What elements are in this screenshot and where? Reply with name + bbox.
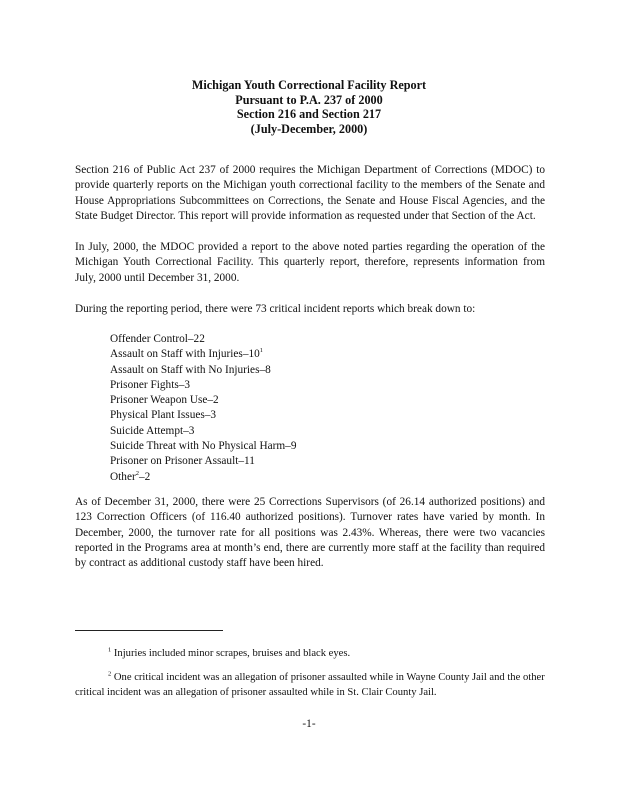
list-item: [110, 408, 296, 423]
incident-label: Suicide Attempt–3: [110, 424, 195, 437]
incident-summary-paragraph: During the reporting period, there were 73 critical incident reports which break down to:: [75, 303, 476, 315]
staffing-paragraph: As of December 31, 2000, there were 25 Corrections Supervisors (of 26.14 authorized positions) and 123 Correction Officers (of 116.40 authorized positions). Turnover rates have varied by month. In December, 2000, the turnover rate for all positions was 2.43%. Whereas, there were two vacancies reported in the Programs area at month’s end, there are currently more staff at the facility than required by contract as additional custody staff have been hired.: [75, 496, 545, 570]
incident-label: Physical Plant Issues–3: [110, 409, 217, 422]
incident-label: Suicide Threat with No Physical Harm–9: [110, 440, 297, 453]
footnote-divider: [75, 630, 223, 631]
incident-label: Prisoner Weapon Use–2: [110, 394, 219, 407]
footnote-mark: 1: [108, 646, 112, 654]
page-number: -1-: [302, 718, 316, 730]
incident-label: Assault on Staff with No Injuries–8: [110, 363, 271, 376]
list-item: [110, 378, 296, 393]
list-item: [110, 332, 296, 347]
footnote-ref: 1: [259, 347, 264, 355]
background-paragraph: In July, 2000, the MDOC provided a report to the above noted parties regarding the operation of the Michigan Youth Correctional Facility. This quarterly report, therefore, represents information from July, 2000 until December 31, 2000.: [75, 241, 545, 284]
intro-paragraph: Section 216 of Public Act 237 of 2000 requires the Michigan Department of Corrections (MDOC) to provide quarterly reports on the Michigan youth correctional facility to the members of the Senate and House Appropriations Subcommittees on Corrections, the Senate and House Fiscal Agencies, and the State Budget Director. This report will provide information as requested under that Section of the Act.: [75, 164, 545, 222]
footnote-2: [75, 671, 545, 700]
list-item: [110, 470, 296, 485]
list-item: [110, 439, 296, 454]
footnote-text: Injuries included minor scrapes, bruises and black eyes.: [113, 648, 351, 659]
title-line-3: Section 216 and Section 217: [236, 107, 382, 122]
footnote-text: One critical incident was an allegation of prisoner assaulted while in Wayne County Jail and the other critical incident was an allegation of prisoner assaulted while in St. Clair County Jail.: [75, 672, 545, 698]
incident-label: Prisoner on Prisoner Assault–11: [110, 455, 255, 468]
title-line-1: Michigan Youth Correctional Facility Report: [191, 78, 427, 92]
incident-list: [110, 332, 296, 485]
list-item: [110, 393, 296, 408]
title-line-2: Pursuant to P.A. 237 of 2000: [235, 92, 383, 107]
incident-label: Offender Control–22: [110, 333, 205, 345]
title-line-4: (July-December, 2000): [250, 121, 368, 136]
list-item: [110, 347, 296, 362]
incident-label: Prisoner Fights–3: [110, 378, 191, 391]
incident-count: –2: [138, 470, 151, 483]
incident-label: Assault on Staff with Injuries–10: [110, 348, 260, 361]
footnote-1: [75, 647, 545, 662]
footnote-mark: 2: [108, 670, 112, 678]
report-title: [0, 78, 618, 136]
incident-label: Other: [110, 470, 136, 483]
list-item: [110, 424, 296, 439]
list-item: [110, 454, 296, 469]
list-item: [110, 363, 296, 378]
footnote-ref: 2: [135, 469, 139, 477]
